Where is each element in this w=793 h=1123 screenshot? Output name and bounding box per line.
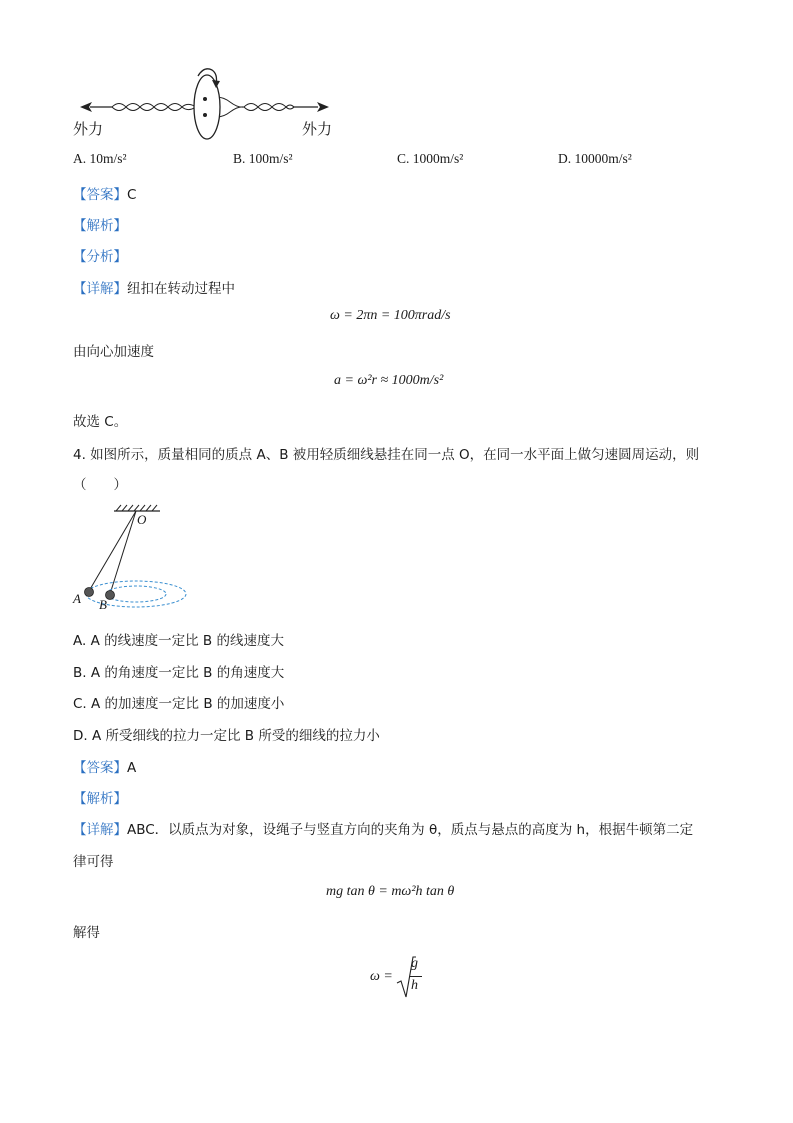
fraction-bar [409,976,422,977]
q3-detail [73,277,235,297]
detail-text: 纽扣在转动过程中 [127,281,235,297]
q4-option-a: A. A 的线速度一定比 B 的线速度大 [73,633,284,649]
q4-detail-line1 [73,818,693,838]
q3-analysis-tag: 【解析】 [73,218,127,234]
detail-text: ABC．以质点为对象，设绳子与竖直方向的夹角为 θ，质点与悬点的高度为 h，根据牛顿第二定 [127,822,694,838]
figure1-left-label: 外力 [73,120,104,138]
detail-tag: 【详解】 [73,822,127,838]
q3-option-a: A. 10m/s² [73,151,127,166]
q3-formula-omega: ω = 2πn = 100πrad/s [330,308,451,323]
q4-option-b: B. A 的角速度一定比 B 的角速度大 [73,665,285,681]
q3-option-c: C. 1000m/s² [397,151,464,166]
q3-formula-accel: a = ω²r ≈ 1000m/s² [334,373,444,388]
q4-formula-newton: mg tan θ = mω²h tan θ [326,884,455,899]
q3-fenxi-tag: 【分析】 [73,249,127,265]
q4-stem-line2: （ ） [73,477,127,493]
q3-option-b: B. 100m/s² [233,151,293,166]
formula-denominator: h [411,978,418,993]
figure1-right-label: 外力 [302,120,333,138]
answer-value: A [127,760,137,776]
q4-point-b: B [99,597,107,612]
q4-option-d: D. A 所受细线的拉力一定比 B 所受的细线的拉力小 [73,728,380,744]
detail-tag: 【详解】 [73,281,127,297]
q4-point-o: O [137,512,147,527]
q4-analysis-tag: 【解析】 [73,791,127,807]
right-arrow-icon [317,102,329,112]
q4-option-c: C. A 的加速度一定比 B 的加速度小 [73,696,285,712]
q3-conclusion: 故选 C。 [73,414,128,430]
answer-tag: 【答案】 [73,760,127,776]
q4-solve-text: 解得 [73,925,100,941]
pendulum-diagram [68,503,193,615]
q3-centripetal-line: 由向心加速度 [73,344,154,360]
ball-a [85,588,94,597]
formula-numerator: g [411,956,418,971]
q4-point-a: A [73,591,81,606]
formula-lhs: ω = [370,969,393,984]
answer-value: C [127,187,137,203]
q4-formula-omega-sqrt [370,955,430,1001]
answer-tag: 【答案】 [73,187,127,203]
q4-detail-line2: 律可得 [73,854,114,870]
q3-answer [73,183,136,203]
q4-answer [73,756,136,776]
orbit-b [106,586,166,602]
q4-stem-line1: 4. 如图所示，质量相同的质点 A、B 被用轻质细线悬挂在同一点 O，在同一水平面上做匀速圆周运动，则 [73,447,700,463]
figure-conical-pendulum [68,503,193,615]
q3-option-d: D. 10000m/s² [558,151,632,166]
